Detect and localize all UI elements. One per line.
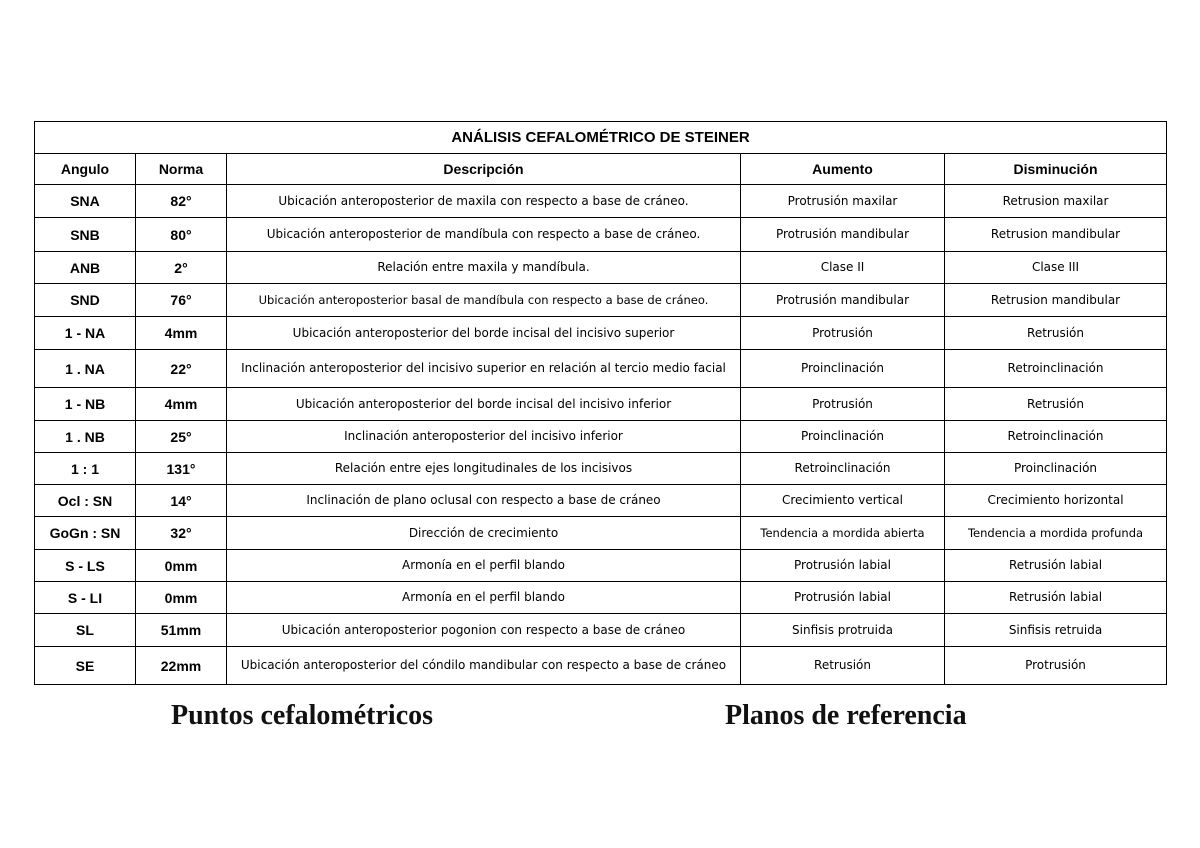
- cell-norma: 80°: [136, 218, 227, 252]
- cell-descripcion: Armonía en el perfil blando: [227, 582, 741, 614]
- cell-norma: 51mm: [136, 614, 227, 647]
- cell-angulo: SNB: [35, 218, 136, 252]
- cell-aumento: Proinclinación: [741, 421, 945, 453]
- cell-angulo: S - LI: [35, 582, 136, 614]
- table-title-row: [35, 122, 1167, 154]
- cell-angulo: S - LS: [35, 550, 136, 582]
- cell-disminucion: Sinfisis retruida: [945, 614, 1167, 647]
- cell-aumento: Protrusión: [741, 317, 945, 350]
- cell-norma: 4mm: [136, 388, 227, 421]
- cell-descripcion: Inclinación de plano oclusal con respecto a base de cráneo: [227, 485, 741, 517]
- cell-norma: 82°: [136, 185, 227, 218]
- cell-aumento: Protrusión mandibular: [741, 284, 945, 317]
- cell-norma: 4mm: [136, 317, 227, 350]
- cell-descripcion: Ubicación anteroposterior basal de mandíbula con respecto a base de cráneo.: [227, 284, 741, 317]
- cell-angulo: SL: [35, 614, 136, 647]
- cell-angulo: 1 - NB: [35, 388, 136, 421]
- table-row: [35, 453, 1167, 485]
- cell-norma: 76°: [136, 284, 227, 317]
- cell-aumento: Protrusión maxilar: [741, 185, 945, 218]
- cell-disminucion: Retrusion maxilar: [945, 185, 1167, 218]
- cell-disminucion: Retrusión labial: [945, 550, 1167, 582]
- table-row: [35, 185, 1167, 218]
- cell-norma: 14°: [136, 485, 227, 517]
- cell-angulo: Ocl : SN: [35, 485, 136, 517]
- cell-disminucion: Retrusión labial: [945, 582, 1167, 614]
- cell-angulo: 1 . NA: [35, 350, 136, 388]
- cell-descripcion: Ubicación anteroposterior del borde incisal del incisivo superior: [227, 317, 741, 350]
- table-row: [35, 388, 1167, 421]
- table-row: [35, 284, 1167, 317]
- cell-disminucion: Retrusion mandibular: [945, 218, 1167, 252]
- table-row: [35, 485, 1167, 517]
- cell-angulo: 1 : 1: [35, 453, 136, 485]
- column-header-disminucion: Disminución: [945, 154, 1167, 185]
- cell-aumento: Sinfisis protruida: [741, 614, 945, 647]
- cell-disminucion: Retrusión: [945, 317, 1167, 350]
- cell-norma: 22°: [136, 350, 227, 388]
- table-row: [35, 614, 1167, 647]
- table-row: [35, 517, 1167, 550]
- cell-aumento: Proinclinación: [741, 350, 945, 388]
- cell-aumento: Retrusión: [741, 647, 945, 685]
- cell-angulo: 1 . NB: [35, 421, 136, 453]
- table-row: [35, 317, 1167, 350]
- cell-aumento: Crecimiento vertical: [741, 485, 945, 517]
- cell-aumento: Protrusión labial: [741, 550, 945, 582]
- cell-angulo: SE: [35, 647, 136, 685]
- column-header-norma: Norma: [136, 154, 227, 185]
- cell-aumento: Protrusión mandibular: [741, 218, 945, 252]
- cell-disminucion: Protrusión: [945, 647, 1167, 685]
- cell-descripcion: Ubicación anteroposterior del borde incisal del incisivo inferior: [227, 388, 741, 421]
- column-header-descripcion: Descripción: [227, 154, 741, 185]
- cell-aumento: Tendencia a mordida abierta: [741, 517, 945, 550]
- cell-descripcion: Inclinación anteroposterior del incisivo inferior: [227, 421, 741, 453]
- table-row: [35, 582, 1167, 614]
- cell-norma: 25°: [136, 421, 227, 453]
- cell-norma: 0mm: [136, 582, 227, 614]
- table-row: [35, 647, 1167, 685]
- cell-norma: 2°: [136, 252, 227, 284]
- table-row: [35, 421, 1167, 453]
- cell-descripcion: Armonía en el perfil blando: [227, 550, 741, 582]
- cell-aumento: Protrusión labial: [741, 582, 945, 614]
- cell-disminucion: Tendencia a mordida profunda: [945, 517, 1167, 550]
- cell-angulo: SND: [35, 284, 136, 317]
- cell-angulo: GoGn : SN: [35, 517, 136, 550]
- table-row: [35, 350, 1167, 388]
- table-row: [35, 218, 1167, 252]
- heading-puntos-cefalometricos: Puntos cefalométricos: [171, 700, 434, 731]
- cell-descripcion: Relación entre ejes longitudinales de los incisivos: [227, 453, 741, 485]
- table-row: [35, 550, 1167, 582]
- table-header-row: [35, 154, 1167, 185]
- cell-disminucion: Clase III: [945, 252, 1167, 284]
- cell-disminucion: Crecimiento horizontal: [945, 485, 1167, 517]
- cell-norma: 131°: [136, 453, 227, 485]
- cell-descripcion: Ubicación anteroposterior pogonion con respecto a base de cráneo: [227, 614, 741, 647]
- cell-descripcion: Relación entre maxila y mandíbula.: [227, 252, 741, 284]
- cell-disminucion: Proinclinación: [945, 453, 1167, 485]
- table-row: [35, 252, 1167, 284]
- cell-descripcion: Ubicación anteroposterior de mandíbula con respecto a base de cráneo.: [227, 218, 741, 252]
- heading-planos-de-referencia: Planos de referencia: [725, 700, 967, 731]
- cell-aumento: Clase II: [741, 252, 945, 284]
- cell-disminucion: Retroinclinación: [945, 421, 1167, 453]
- cell-disminucion: Retrusión: [945, 388, 1167, 421]
- cell-descripcion: Inclinación anteroposterior del incisivo superior en relación al tercio medio facial: [227, 350, 741, 388]
- cell-disminucion: Retrusion mandibular: [945, 284, 1167, 317]
- cell-angulo: 1 - NA: [35, 317, 136, 350]
- cell-angulo: SNA: [35, 185, 136, 218]
- cell-aumento: Protrusión: [741, 388, 945, 421]
- cell-aumento: Retroinclinación: [741, 453, 945, 485]
- steiner-analysis-table: [34, 121, 1167, 685]
- column-header-aumento: Aumento: [741, 154, 945, 185]
- cell-angulo: ANB: [35, 252, 136, 284]
- column-header-angulo: Angulo: [35, 154, 136, 185]
- table-title: ANÁLISIS CEFALOMÉTRICO DE STEINER: [35, 122, 1167, 154]
- cell-norma: 32°: [136, 517, 227, 550]
- cell-descripcion: Ubicación anteroposterior de maxila con respecto a base de cráneo.: [227, 185, 741, 218]
- cell-disminucion: Retroinclinación: [945, 350, 1167, 388]
- cell-descripcion: Dirección de crecimiento: [227, 517, 741, 550]
- cell-norma: 0mm: [136, 550, 227, 582]
- cell-norma: 22mm: [136, 647, 227, 685]
- cell-descripcion: Ubicación anteroposterior del cóndilo mandibular con respecto a base de cráneo: [227, 647, 741, 685]
